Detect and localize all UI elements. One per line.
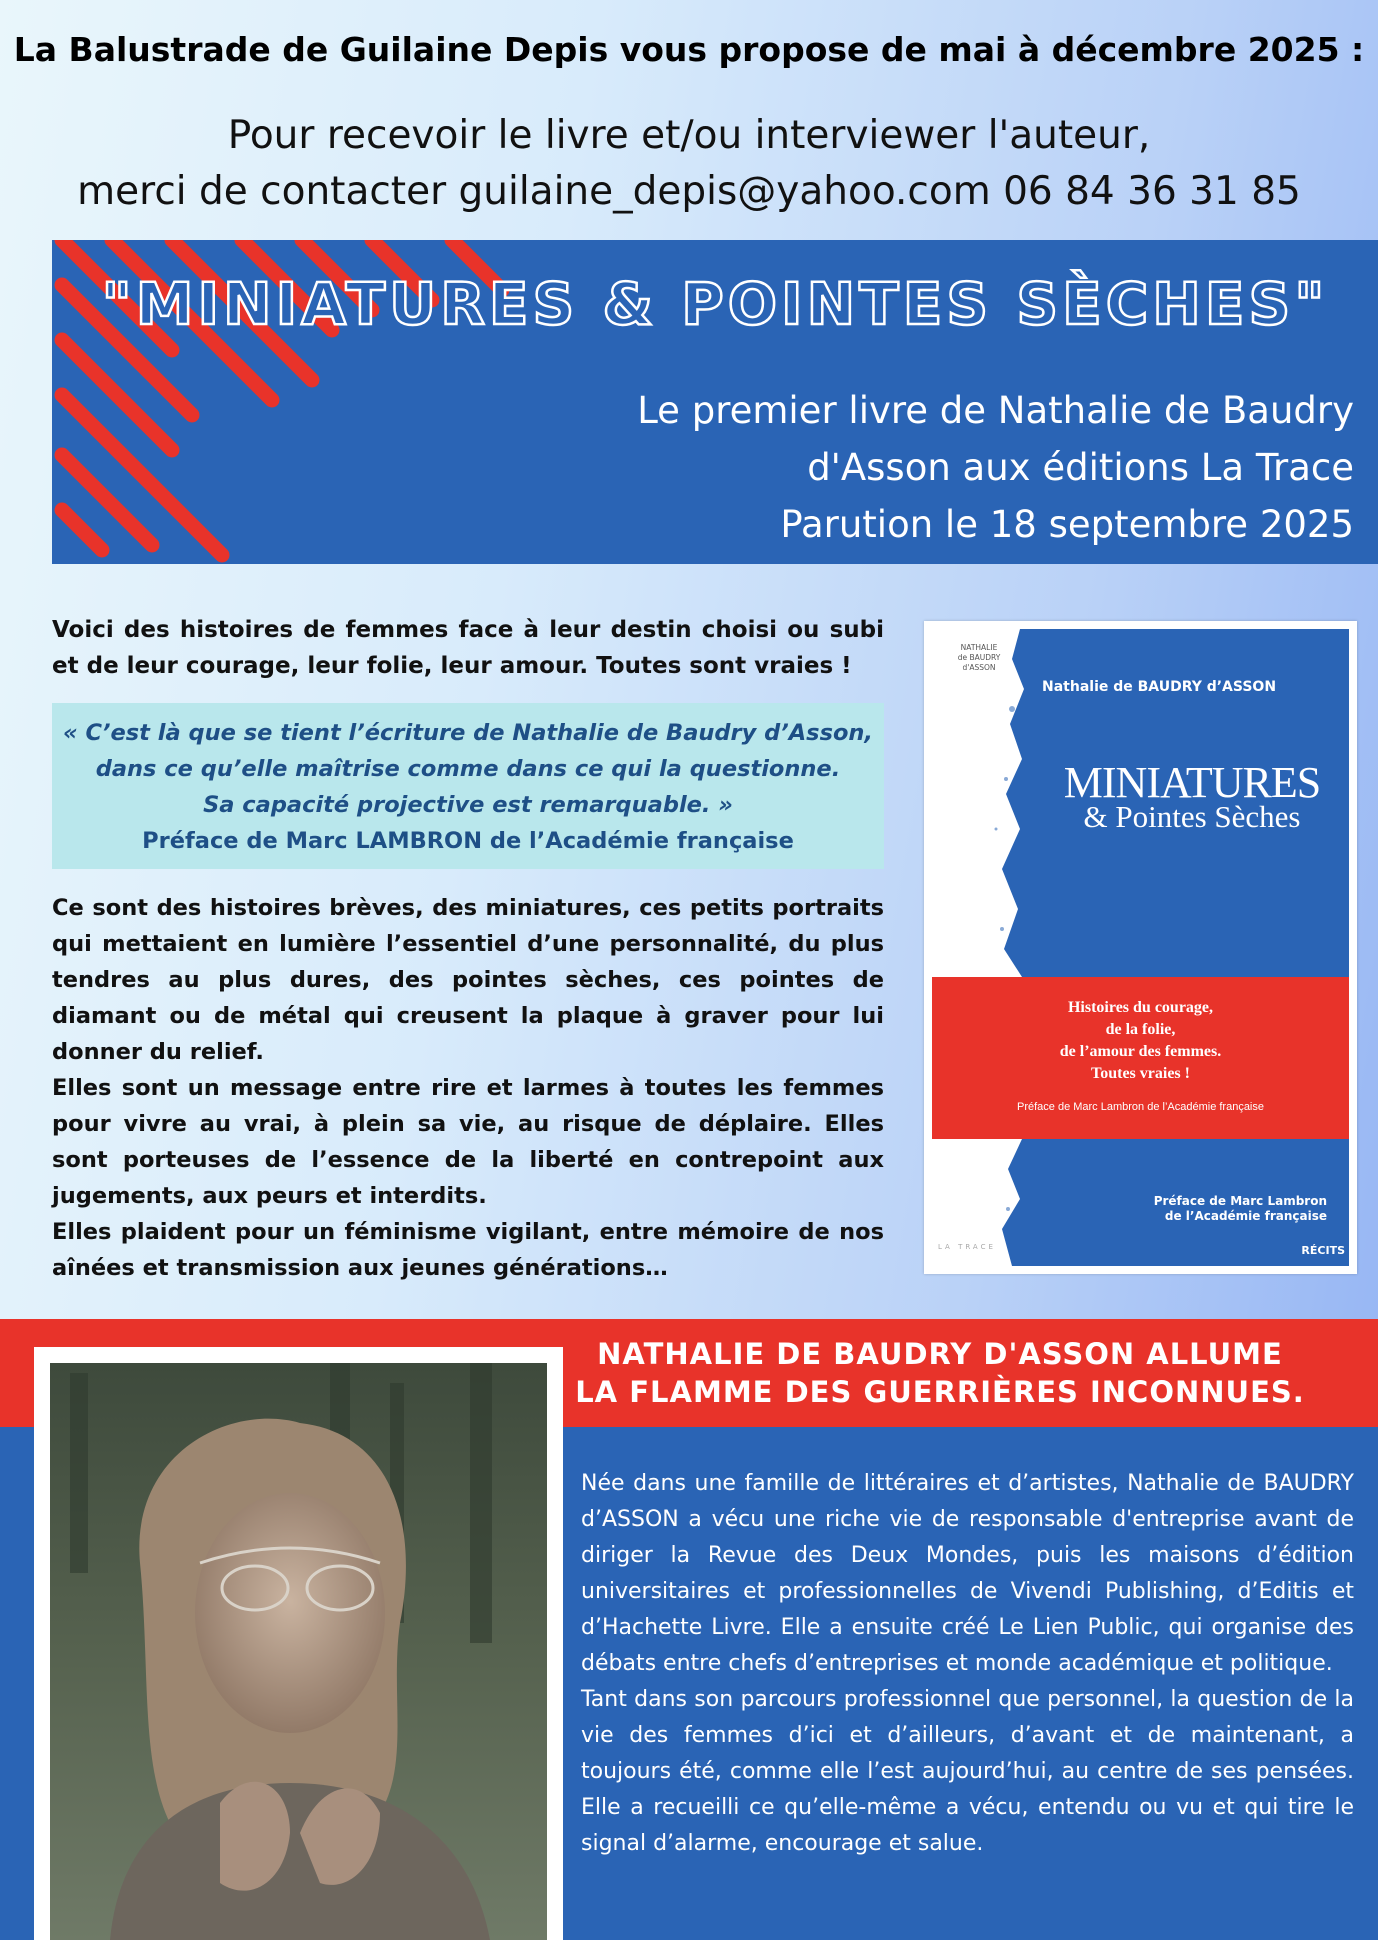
author-photo-frame [34,1347,563,1940]
cover-band-line-4: Toutes vraies ! [1091,1065,1190,1082]
book-title: "MINIATURES & POINTES SÈCHES" [101,270,1329,338]
cover-band-line-3: de l’amour des femmes. [1059,1043,1222,1060]
torn-paper-edge [932,629,1042,1266]
description-paragraph-2: Elles sont un message entre rire et larmes à toutes les femmes pour vivre au vrai, à plein sa vie, au risque de déplaire. Elles sont porteuses de l’essence de la liberté en contrepoint aux jugements, aux peurs et interdits. [52,1075,884,1209]
intro-paragraph: Voici des histoires de femmes face à leur destin choisi ou subi et de leur courage, leur folie, leur amour. Toutes sont vraies ! [52,617,884,679]
book-banner [52,240,1378,564]
cover-spine-line-2: de BAUDRY [957,653,1001,662]
cover-spine-author [944,643,1014,673]
cover-genre: RÉCITS [1301,1244,1345,1257]
cover-title: MINIATURES [1063,758,1321,807]
cover-band-text [932,997,1349,1085]
cover-author: Nathalie de BAUDRY d’ASSON [1042,679,1277,695]
cover-band-line-1: Histoires du courage, [1067,999,1214,1016]
book-cover [932,629,1349,1266]
cover-publisher: LA TRACE [938,1243,996,1251]
cover-preface-line-2: de l’Académie française [1164,1209,1327,1223]
contact-info [0,108,1378,220]
book-description [52,890,884,1286]
bio-paragraph-1: Née dans une famille de littéraires et d’artistes, Nathalie de BAUDRY d’ASSON a vécu une riche vie de responsable d'entreprise avant de diriger la Revue des Deux Mondes, puis les maisons d’édition universitaires et professionnelles de Vivendi Publishing, d’Editis et d’Hachette Livre. Elle a ensuite créé Le Lien Public, qui organise des débats entre chefs d’entreprises et monde académique et politique. [581,1471,1354,1676]
preface-quote [52,703,884,869]
author-heading-line-1: NATHALIE DE BAUDRY D'ASSON ALLUME [597,1337,1283,1371]
description-paragraph-3: Elles plaident pour un féminisme vigilant, entre mémoire de nos aînées et transmission aux jeunes générations… [52,1219,884,1281]
banner-line-2: d'Asson aux éditions La Trace [807,446,1354,489]
description-paragraph-1: Ce sont des histoires brèves, des miniatures, ces petits portraits qui mettaient en lumière l’essentiel d’une personnalité, du plus tendres au plus dures, des pointes sèches, ces pointes de diamant ou de métal qui creusent la plaque à graver pour lui donner du relief. [52,895,884,1065]
quote-line-1: « C’est là que se tient l’écriture de Nathalie de Baudry d’Asson, [63,720,873,746]
cover-red-band [932,977,1349,1139]
quote-line-2: dans ce qu’elle maîtrise comme dans ce qui la questionne. [95,756,841,782]
cover-preface [1154,1194,1327,1224]
cover-spine-line-1: NATHALIE [960,643,998,652]
cover-preface-line-1: Préface de Marc Lambron [1153,1194,1327,1208]
banner-line-1: Le premier livre de Nathalie de Baudry [637,389,1354,432]
quote-line-3: Sa capacité projective est remarquable. » [203,792,733,818]
page-title: La Balustrade de Guilaine Depis vous propose de mai à décembre 2025 : [13,30,1365,69]
author-heading-line-2: LA FLAMME DES GUERRIÈRES INCONNUES. [575,1375,1305,1409]
cover-band-line-2: de la folie, [1105,1021,1176,1038]
author-photo [50,1363,547,1940]
author-heading [555,1319,1325,1427]
cover-band-preface: Préface de Marc Lambron de l’Académie française [1016,1101,1264,1113]
contact-line-1: Pour recevoir le livre et/ou interviewer l'auteur, [227,113,1151,158]
cover-subtitle: & Pointes Sèches [1083,799,1301,834]
bio-paragraph-2: Tant dans son parcours professionnel que personnel, la question de la vie des femmes d’ici et d’ailleurs, d’avant et de maintenant, a toujours été, comme elle l’est aujourd’hui, au centre de ses pensées. Elle a recueilli ce qu’elle-même a vécu, entendu ou vu et qui tire le signal d’alarme, encourage et salue. [581,1687,1354,1856]
book-cover-frame [924,621,1357,1274]
cover-spine-line-3: d'ASSON [962,663,996,672]
book-subtitle [454,382,1354,553]
quote-attribution: Préface de Marc LAMBRON de l’Académie française [142,828,794,854]
contact-line-2: merci de contacter guilaine_depis@yahoo.com 06 84 36 31 85 [77,169,1301,214]
banner-line-3: Parution le 18 septembre 2025 [780,503,1354,546]
author-biography [581,1466,1354,1862]
